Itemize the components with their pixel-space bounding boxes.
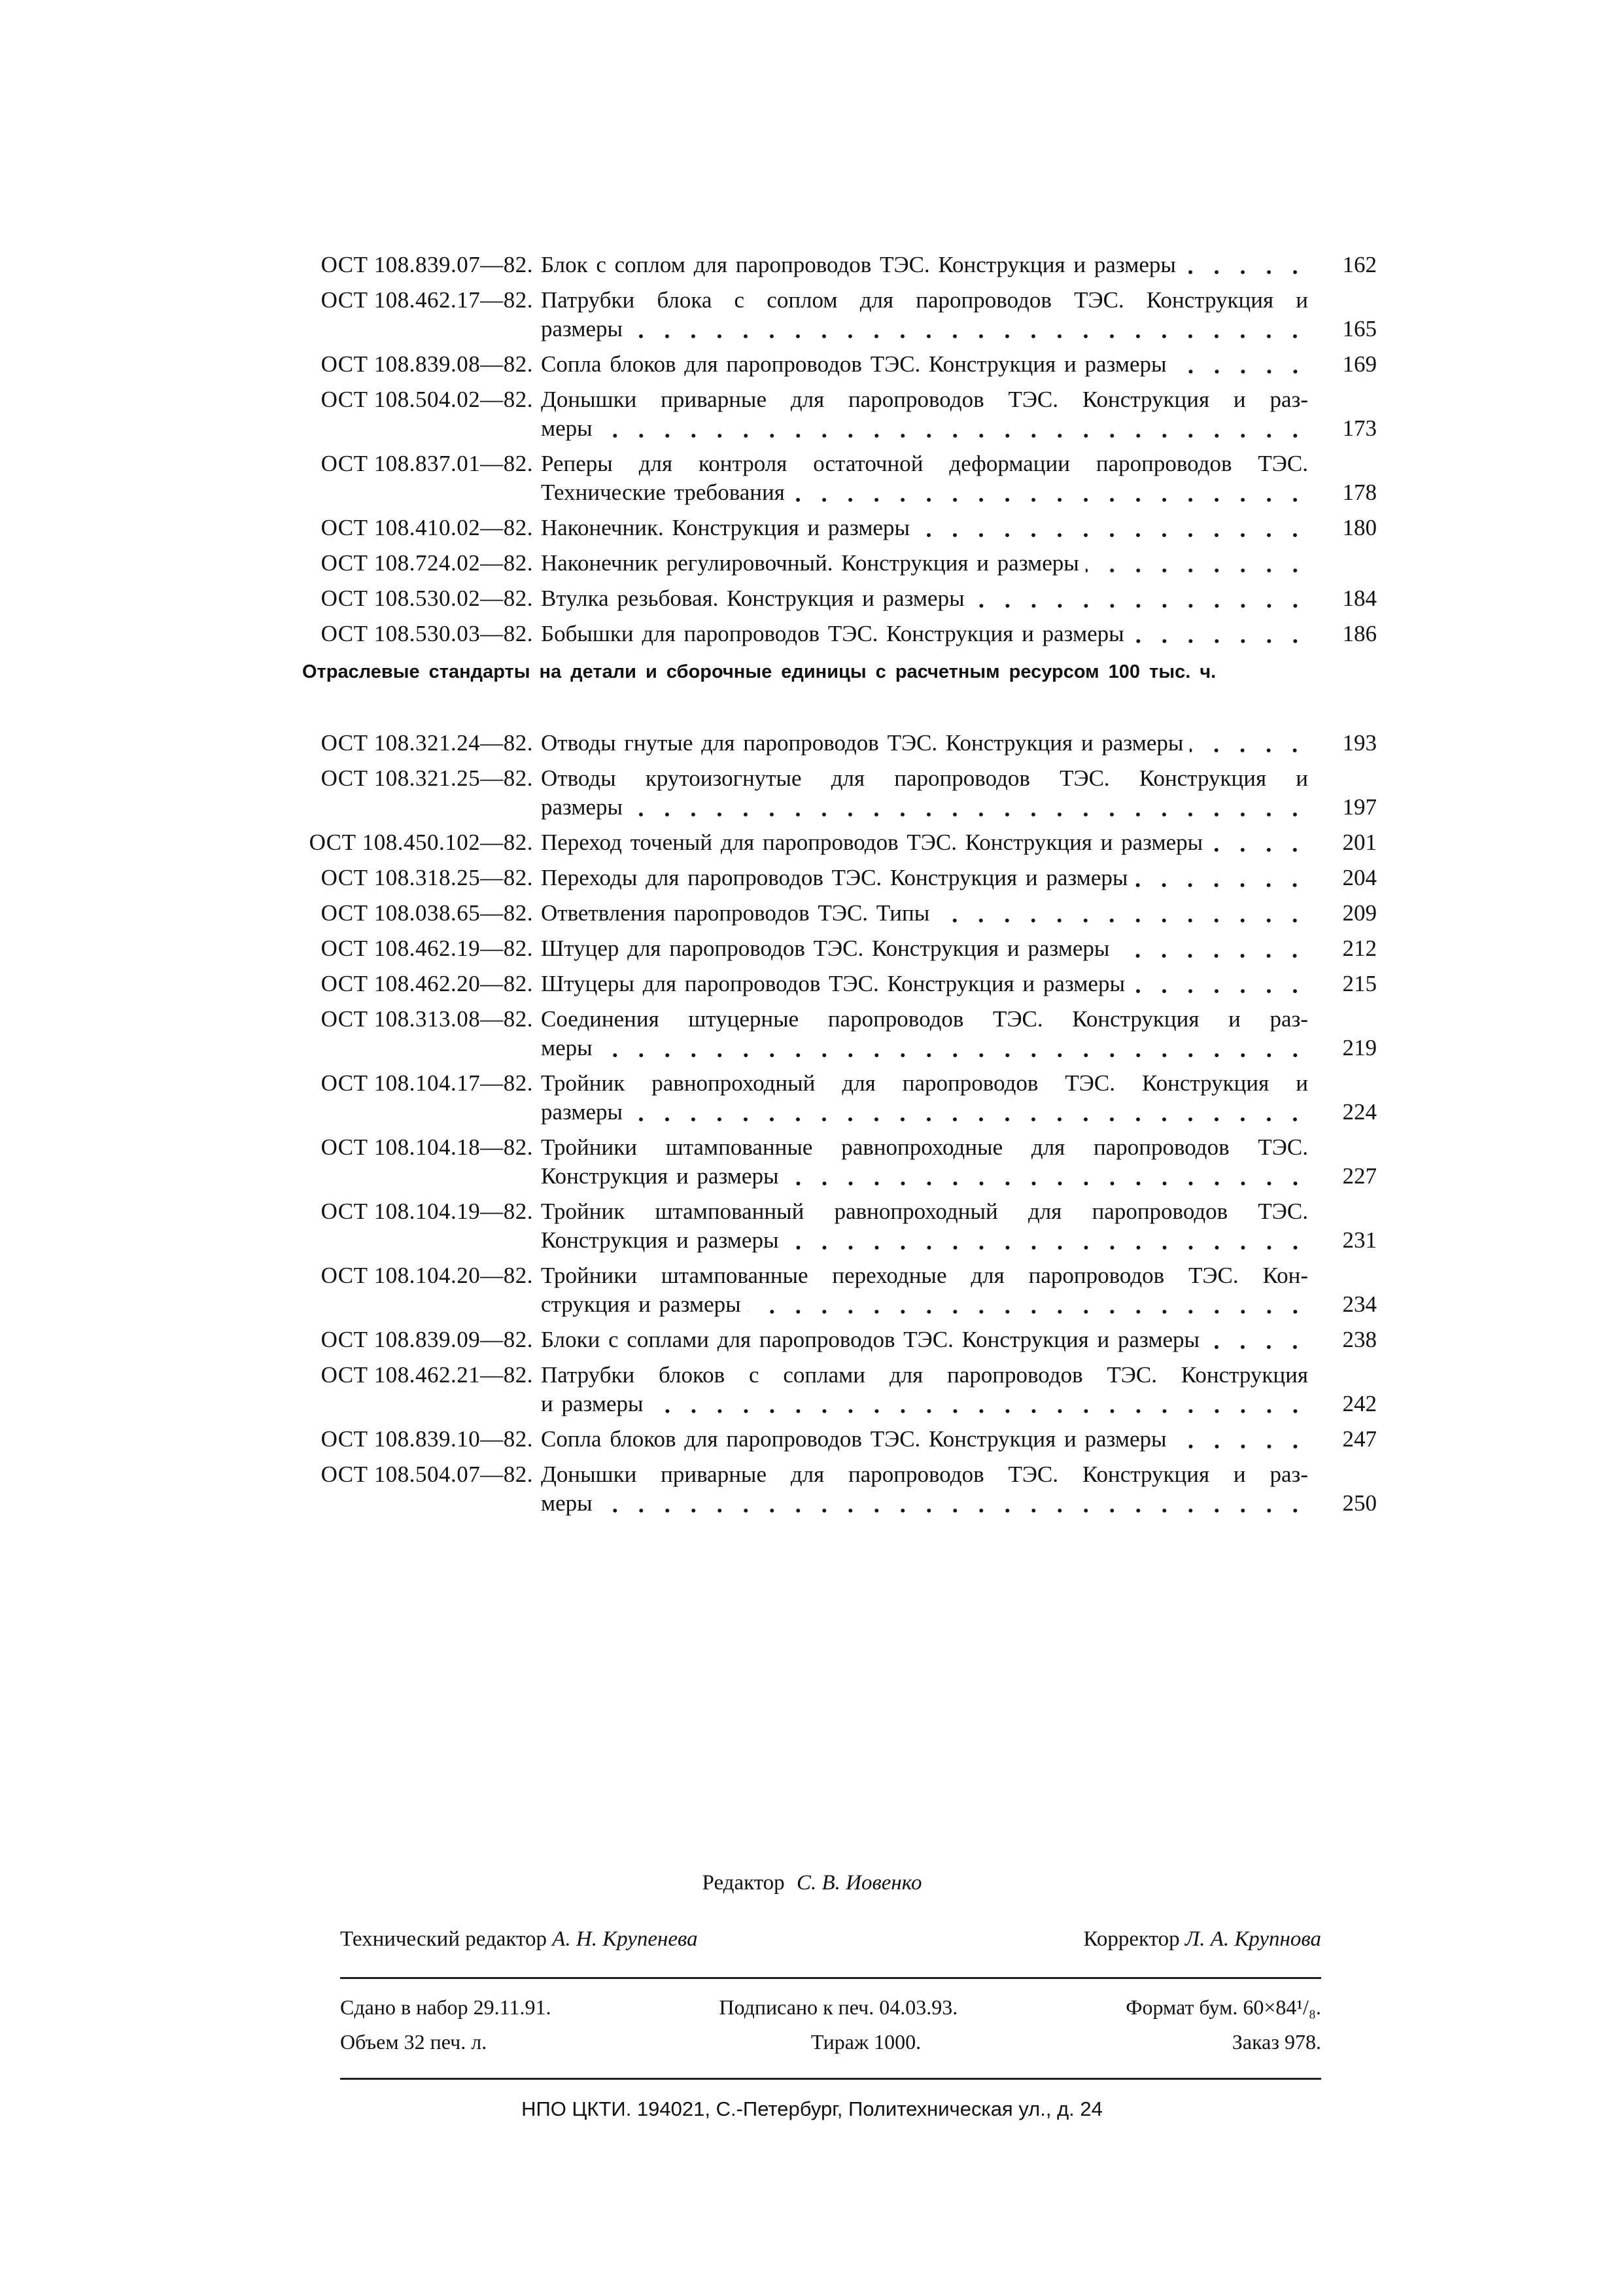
staff-credits	[340, 1927, 1321, 1952]
dot-leader	[1173, 363, 1308, 379]
dot-leader	[629, 806, 1308, 822]
title-line: Отводы гнутые для паропроводов ТЭС. Конструкция и размеры	[541, 730, 1184, 756]
title-line: Отводы крутоизогнутые для паропроводов ТЭС. Конструкция и	[541, 765, 1308, 791]
dot-leader	[599, 427, 1308, 443]
toc-entry	[298, 350, 1377, 379]
editor-role: Редактор	[702, 1871, 785, 1895]
title-line: Бобышки для паропроводов ТЭС. Конструкция и размеры	[541, 621, 1124, 646]
page-number: 219	[1342, 1035, 1377, 1060]
title-line: Штуцер для паропроводов ТЭС. Конструкция и размеры	[541, 936, 1110, 961]
title-line: Переход точеный для паропроводов ТЭС. Конструкция и размеры	[541, 830, 1203, 855]
toc-entry	[298, 286, 1377, 343]
page-number: 165	[1342, 316, 1377, 342]
entry-title	[541, 828, 1308, 857]
paper-format: Формат бум. 60×84¹/₈.	[1126, 1995, 1321, 2019]
title-line: меры	[541, 1490, 593, 1516]
entry-title	[541, 584, 1308, 613]
toc-entry	[298, 864, 1377, 892]
title-line: Соединения штуцерные паропроводов ТЭС. Конструкция и раз-	[541, 1006, 1308, 1032]
section-heading: Отраслевые стандарты на детали и сборочные единицы с расчетным ресурсом 100 тыс. ч.	[302, 661, 1217, 682]
entry-title	[541, 1069, 1308, 1127]
toc-entry	[298, 1261, 1377, 1319]
standard-code: ОСТ 108.410.02—82.	[320, 515, 533, 540]
title-line: Переходы для паропроводов ТЭС. Конструкция и размеры	[541, 865, 1128, 890]
page-number: 186	[1342, 621, 1377, 646]
standard-code: ОСТ 108.724.02—82.	[320, 550, 533, 576]
standard-code: ОСТ 108.104.18—82.	[320, 1134, 533, 1160]
standard-code: ОСТ 108.839.07—82.	[320, 252, 533, 277]
standard-code: ОСТ 108.839.09—82.	[320, 1327, 533, 1352]
standard-code: ОСТ 108.038.65—82.	[320, 900, 533, 926]
toc-entry	[298, 385, 1377, 443]
dot-leader	[1134, 877, 1308, 892]
entry-title	[541, 1425, 1308, 1454]
toc-list-part-2	[298, 729, 1377, 1524]
title-line: Патрубки блоков с соплами для паропроводов ТЭС. Конструкция	[541, 1362, 1308, 1388]
page-number: 215	[1342, 971, 1377, 996]
editor-name: С. В. Иовенко	[796, 1871, 922, 1895]
dot-leader	[599, 1502, 1308, 1518]
standard-code: ОСТ 108.837.01—82.	[320, 451, 533, 476]
tech-editor-credit	[340, 1927, 698, 1952]
title-line: Блок с соплом для паропроводов ТЭС. Конструкция и размеры	[541, 252, 1176, 277]
title-line: струкция и размеры	[541, 1291, 741, 1317]
dot-leader	[786, 1239, 1309, 1255]
toc-entry	[298, 1325, 1377, 1354]
standard-code: ОСТ 108.462.19—82.	[320, 936, 533, 961]
standard-code: ОСТ 108.321.24—82.	[320, 730, 533, 756]
title-line: размеры	[541, 794, 623, 820]
toc-entry	[298, 1133, 1377, 1191]
page-number: 209	[1342, 900, 1377, 926]
toc-entry	[298, 970, 1377, 998]
page-number: 162	[1342, 252, 1377, 277]
page-number: 193	[1342, 730, 1377, 756]
divider-bottom	[340, 2078, 1321, 2080]
toc-entry	[298, 549, 1377, 578]
dot-leader	[971, 597, 1308, 613]
standard-code: ОСТ 108.462.21—82.	[320, 1362, 533, 1388]
corrector-name: Л. А. Крупнова	[1184, 1927, 1321, 1951]
dot-leader	[629, 328, 1308, 343]
standard-code: ОСТ 108.504.02—82.	[320, 387, 533, 412]
divider-top	[340, 1977, 1321, 1979]
toc-entry	[298, 828, 1377, 857]
page-number: 250	[1342, 1490, 1377, 1516]
entry-title	[541, 350, 1308, 379]
dot-leader	[1183, 264, 1308, 279]
page-number: 231	[1342, 1227, 1377, 1253]
dot-leader	[1132, 983, 1308, 998]
toc-entry	[298, 729, 1377, 758]
editor-credit	[0, 1871, 1624, 1895]
entry-title	[541, 970, 1308, 998]
standard-code: ОСТ 108.839.08—82.	[320, 351, 533, 377]
toc-entry	[298, 1361, 1377, 1418]
standard-code: ОСТ 108.504.07—82.	[320, 1462, 533, 1487]
toc-entry	[298, 764, 1377, 822]
signed-to-print: Подписано к печ. 04.03.93.	[719, 1995, 958, 2019]
toc-entry	[298, 899, 1377, 928]
title-line: Наконечник. Конструкция и размеры	[541, 515, 910, 540]
dot-leader	[936, 912, 1308, 928]
title-line: Технические требования	[541, 480, 785, 505]
entry-title	[541, 764, 1308, 822]
title-line: Реперы для контроля остаточной деформации паропроводов ТЭС.	[541, 451, 1308, 476]
entry-title	[541, 1261, 1308, 1319]
dot-leader	[786, 1175, 1309, 1191]
page-number: 204	[1342, 865, 1377, 890]
standard-code: ОСТ 108.530.02—82.	[320, 586, 533, 611]
page-number: 224	[1342, 1099, 1377, 1125]
toc-entry	[298, 584, 1377, 613]
title-line: Сопла блоков для паропроводов ТЭС. Конструкция и размеры	[541, 351, 1167, 377]
entry-title	[541, 1197, 1308, 1255]
toc-entry	[298, 620, 1377, 648]
standard-code: ОСТ 108.530.03—82.	[320, 621, 533, 646]
standard-code: ОСТ 108.462.17—82.	[320, 287, 533, 313]
standard-code: ОСТ 108.318.25—82.	[320, 865, 533, 890]
title-line: Донышки приварные для паропроводов ТЭС. Конструкция и раз-	[541, 387, 1308, 412]
dot-leader	[1173, 1438, 1308, 1454]
dot-leader	[1206, 1339, 1308, 1354]
standard-code: ОСТ 108.462.20—82.	[320, 971, 533, 996]
publisher-address: НПО ЦКТИ. 194021, С.-Петербург, Политехническая ул., д. 24	[521, 2097, 1103, 2120]
page-number: 201	[1342, 830, 1377, 855]
title-line: Тройники штампованные переходные для паропроводов ТЭС. Кон-	[541, 1263, 1308, 1288]
title-line: Наконечник регулировочный. Конструкция и размеры	[541, 550, 1079, 576]
volume: Объем 32 печ. л.	[340, 2030, 487, 2054]
standard-code: ОСТ 108.839.10—82.	[320, 1426, 533, 1452]
title-line: Тройники штампованные равнопроходные для паропроводов ТЭС.	[541, 1134, 1308, 1160]
entry-title	[541, 449, 1308, 507]
dot-leader	[1116, 947, 1308, 963]
title-line: Тройник штампованный равнопроходный для паропроводов ТЭС.	[541, 1199, 1308, 1224]
entry-title	[541, 286, 1308, 343]
page-number: 173	[1342, 415, 1377, 441]
title-line: Тройник равнопроходный для паропроводов ТЭС. Конструкция и	[541, 1070, 1308, 1096]
title-line: Блоки с соплами для паропроводов ТЭС. Конструкция и размеры	[541, 1327, 1200, 1352]
title-line: Ответвления паропроводов ТЭС. Типы	[541, 900, 930, 926]
page-number: 180	[1342, 515, 1377, 540]
title-line: Сопла блоков для паропроводов ТЭС. Конструкция и размеры	[541, 1426, 1167, 1452]
entry-title	[541, 1325, 1308, 1354]
page-number: 178	[1342, 480, 1377, 505]
sent-to-typeset: Сдано в набор 29.11.91.	[340, 1995, 551, 2019]
standard-code: ОСТ 108.450.102—82.	[309, 830, 533, 855]
corrector-credit	[1084, 1927, 1321, 1952]
page-number: 184	[1342, 586, 1377, 611]
dot-leader	[1086, 562, 1308, 578]
entry-title	[541, 549, 1308, 578]
title-line: Конструкция и размеры	[541, 1227, 779, 1253]
page-number: 212	[1342, 936, 1377, 961]
tech-editor-name: А. Н. Крупенева	[552, 1927, 698, 1951]
entry-title	[541, 251, 1308, 279]
toc-entry	[298, 1069, 1377, 1127]
page-number: 238	[1342, 1327, 1377, 1352]
toc-list-part-1	[298, 251, 1377, 655]
page-number: 247	[1342, 1426, 1377, 1452]
title-line: меры	[541, 1035, 593, 1060]
toc-entry	[298, 1425, 1377, 1454]
entry-title	[541, 1005, 1308, 1062]
standard-code: ОСТ 108.104.17—82.	[320, 1070, 533, 1096]
page-number: 227	[1342, 1163, 1377, 1189]
page-number: 197	[1342, 794, 1377, 820]
toc-entry	[298, 1197, 1377, 1255]
page-number: 169	[1342, 351, 1377, 377]
title-line: Патрубки блока с соплом для паропроводов ТЭС. Конструкция и	[541, 287, 1308, 313]
entry-title	[541, 514, 1308, 542]
page-number: 242	[1342, 1391, 1377, 1416]
dot-leader	[791, 491, 1308, 507]
entry-title	[541, 1460, 1308, 1518]
publication-row-2	[340, 2030, 1321, 2054]
corrector-role: Корректор	[1083, 1927, 1180, 1951]
title-line: Втулка резьбовая. Конструкция и размеры	[541, 586, 965, 611]
title-line: размеры	[541, 1099, 623, 1125]
dot-leader	[629, 1111, 1308, 1127]
standard-code: ОСТ 108.313.08—82.	[320, 1006, 533, 1032]
standard-code: ОСТ 108.104.19—82.	[320, 1199, 533, 1224]
toc-entry	[298, 1460, 1377, 1518]
entry-title	[541, 934, 1308, 963]
title-line: и размеры	[541, 1391, 644, 1416]
tech-editor-role: Технический редактор	[340, 1927, 547, 1951]
page-number: 234	[1342, 1291, 1377, 1317]
entry-title	[541, 899, 1308, 928]
entry-title	[541, 729, 1308, 758]
publication-row-1	[340, 1995, 1321, 2020]
toc-entry	[298, 449, 1377, 507]
standard-code: ОСТ 108.104.20—82.	[320, 1263, 533, 1288]
print-run: Тираж 1000.	[810, 2030, 922, 2054]
toc-entry	[298, 934, 1377, 963]
toc-entry	[298, 514, 1377, 542]
order-number: Заказ 978.	[1232, 2030, 1321, 2054]
entry-title	[541, 1133, 1308, 1191]
toc-entry	[298, 251, 1377, 279]
dot-leader	[599, 1047, 1308, 1062]
entry-title	[541, 1361, 1308, 1418]
dot-leader	[748, 1303, 1308, 1319]
dot-leader	[1190, 742, 1308, 758]
title-line: меры	[541, 415, 593, 441]
dot-leader	[916, 527, 1308, 542]
entry-title	[541, 385, 1308, 443]
dot-leader	[1131, 633, 1308, 648]
entry-title	[541, 620, 1308, 648]
title-line: Донышки приварные для паропроводов ТЭС. Конструкция и раз-	[541, 1462, 1308, 1487]
title-line: Конструкция и размеры	[541, 1163, 779, 1189]
toc-entry	[298, 1005, 1377, 1062]
entry-title	[541, 864, 1308, 892]
standard-code: ОСТ 108.321.25—82.	[320, 765, 533, 791]
dot-leader	[650, 1403, 1308, 1418]
title-line: Штуцеры для паропроводов ТЭС. Конструкция и размеры	[541, 971, 1125, 996]
title-line: размеры	[541, 316, 623, 342]
dot-leader	[1209, 841, 1308, 857]
